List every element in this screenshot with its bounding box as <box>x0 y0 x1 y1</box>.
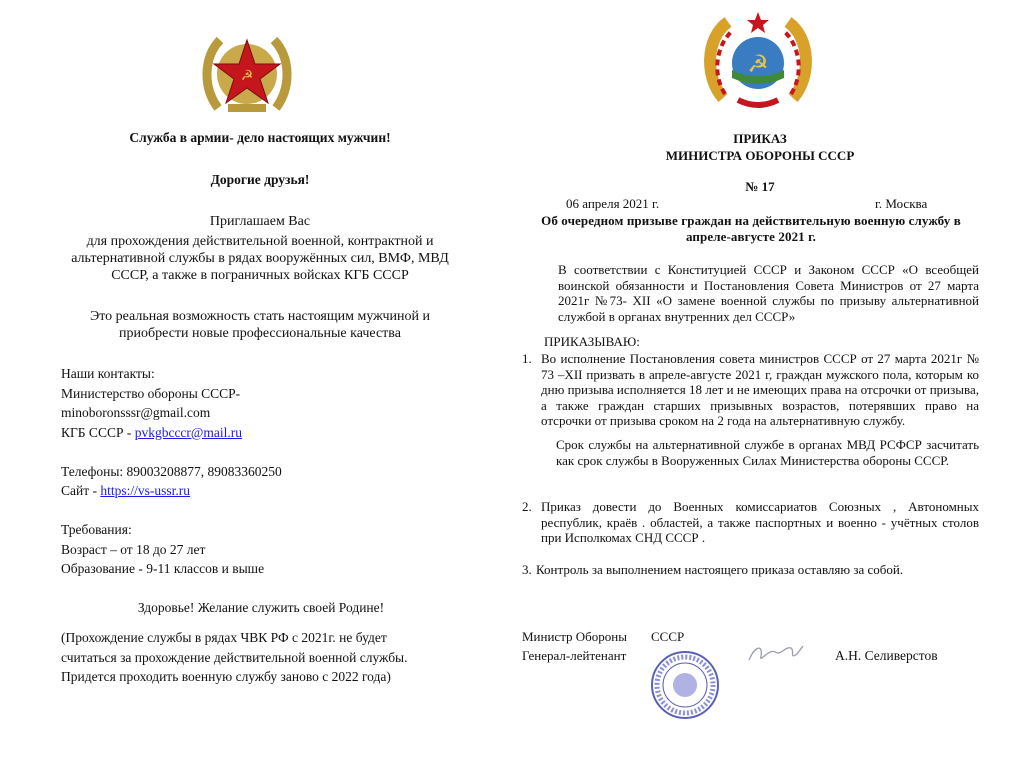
item3-number: 3. <box>522 562 532 577</box>
order-title: ПРИКАЗ <box>733 131 787 146</box>
order-word: ПРИКАЗЫВАЮ: <box>544 334 640 349</box>
order-subject: Об очередном призыве граждан на действительную военную службу в апреле-августе 2021 г. <box>541 213 961 244</box>
item1-number: 1. <box>522 351 532 366</box>
star-cockade-emblem <box>198 28 296 116</box>
order-title-ministry: МИНИСТРА ОБОРОНЫ СССР <box>665 148 855 163</box>
order-city: г. Москва <box>875 196 928 211</box>
note-text: (Прохождение службы в рядах ЧВК РФ с 2021г. не будет считаться за прохождение действительной военной службы. Придется проходить военную службу заново с 2022 года) <box>61 630 408 684</box>
headline: Служба в армии- дело настоящих мужчин! <box>129 130 391 145</box>
contacts-block <box>61 364 461 637</box>
order-date: 06 апреля 2021 г. <box>566 196 660 211</box>
site-label: Сайт - <box>61 483 101 498</box>
site-link[interactable]: https://vs-ussr.ru <box>100 483 191 498</box>
ussr-state-emblem <box>703 8 813 118</box>
ministry-contact: Министерство обороны СССР- <box>61 385 241 401</box>
item2-number: 2. <box>522 499 532 514</box>
contacts-label: Наши контакты: <box>61 366 155 381</box>
requirement-education: Образование - 9-11 классов и выше <box>61 561 265 576</box>
svg-text:☭: ☭ <box>747 52 769 78</box>
invite: Приглашаем Вас <box>209 214 311 229</box>
item1-text <box>541 351 979 429</box>
opportunity-text: Это реальная возможность стать настоящим мужчиной и приобрести новые профессиональные качества <box>89 309 431 341</box>
kgb-email-link[interactable]: pvkgbcccr@mail.ru <box>134 424 242 440</box>
round-seal <box>650 650 720 720</box>
svg-text:☭: ☭ <box>240 69 254 84</box>
signer-name: А.Н. Селиверстов <box>835 648 938 663</box>
requirement-age: Возраст – от 18 до 27 лет <box>61 541 206 557</box>
requirements-label: Требования: <box>61 522 132 537</box>
greeting: Дорогие друзья! <box>210 172 310 187</box>
order-number: № 17 <box>745 179 775 194</box>
item1-body: Во исполнение Постановления совета министров СССР от 27 марта 2021г № 73 –XII призвать в апреле-августе 2021 г, граждан мужского пола, которым ко дню призыва исполняется 18 лет и не имеющих права на отсрочки от призыва, а также граждан старших призывных возрастов, потерявших право на отсрочки от призыва сроком на 2 года на альтернативную службу. <box>541 351 979 428</box>
item1-extra: Срок службы на альтернативной службе в органах МВД РСФСР засчитать как срок службы в Вооруженных Силах Министерства обороны СССР. <box>556 437 979 468</box>
order-preamble: В соответствии с Конституцией СССР и Законом СССР «О всеобщей воинской обязанности и Постановления Совета Министров от 27 марта 2021г №73- XII «О замене военной службы по призыву альтернативной службой в органах внутренних дел СССР» <box>558 262 979 324</box>
signer-rank: Генерал-лейтенант <box>522 648 627 663</box>
health-slogan: Здоровье! Желание служить своей Родине! <box>137 600 385 615</box>
kgb-label: КГБ СССР - <box>61 424 135 440</box>
signature-scribble <box>745 638 805 670</box>
phones: Телефоны: 89003208877, 89083360250 <box>61 463 282 479</box>
kgb-contact <box>61 423 461 443</box>
signer-title-ussr: СССР <box>651 629 685 644</box>
signer-title: Министр Обороны <box>522 629 627 644</box>
item3-text: Контроль за выполнением настоящего приказа оставляю за собой. <box>536 562 904 577</box>
invite-text: для прохождения действительной военной, контрактной и альтернативной службы в рядах вооружённых сил, ВМФ, МВД СССР, а также в пограничных войсках КГБ СССР <box>71 234 449 283</box>
item2-text: Приказ довести до Военных комиссариатов Союзных , Автономных республик, краёв . областей, а также паспортных и военно - учётных столов при Исполкомах СНД СССР . <box>541 499 979 545</box>
ministry-email: minoboronsssr@gmail.com <box>61 405 211 420</box>
